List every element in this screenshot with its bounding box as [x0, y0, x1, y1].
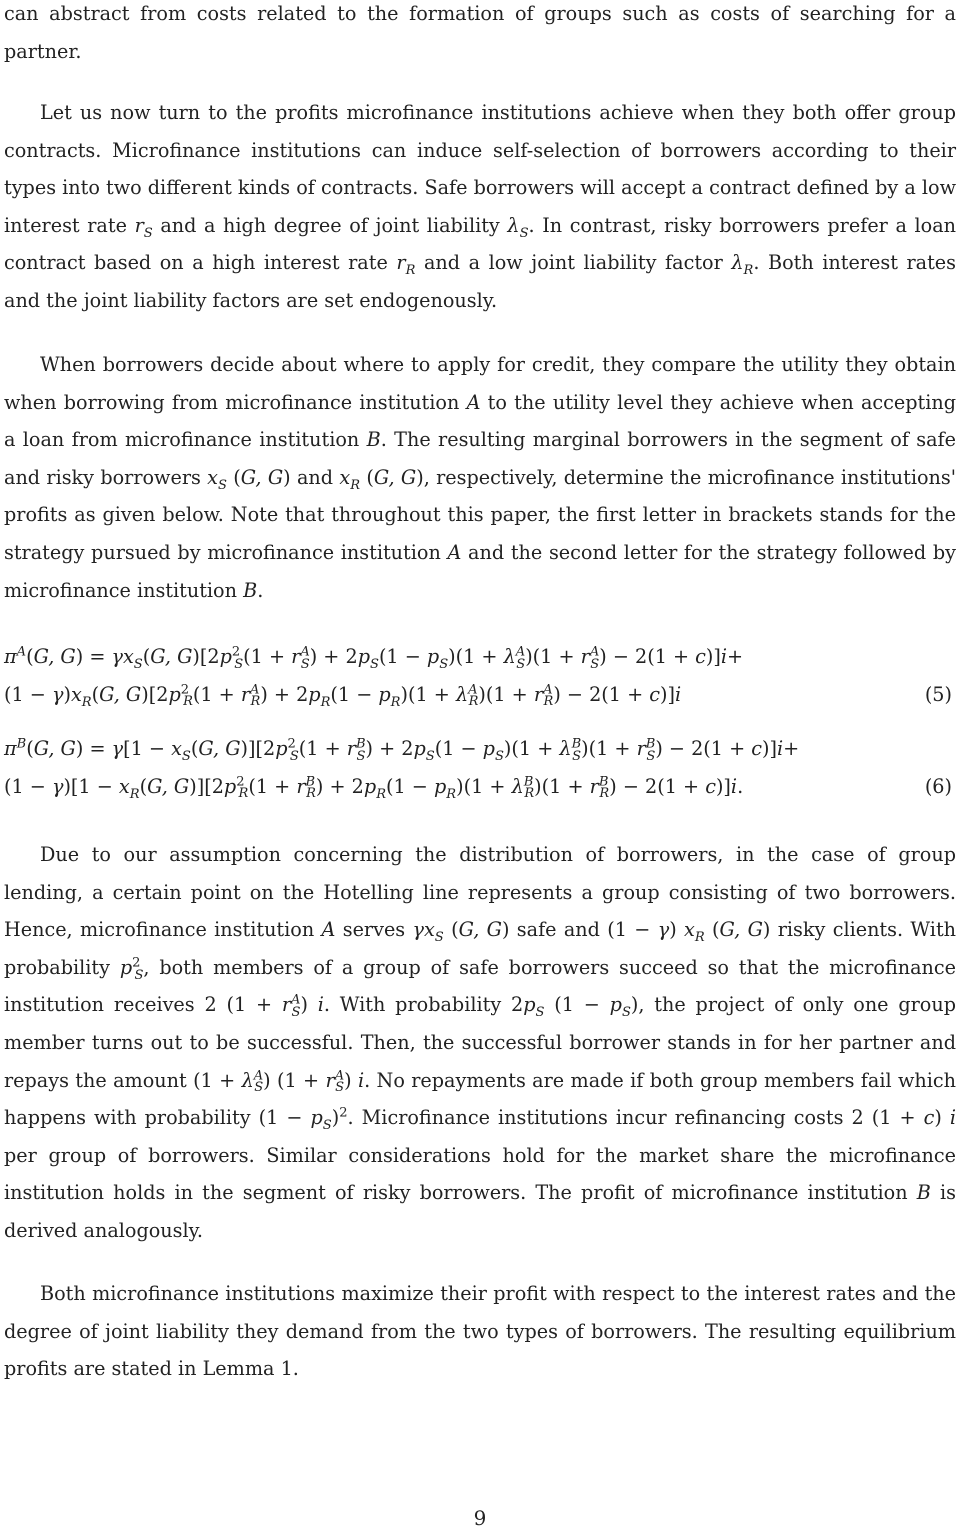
equation-6	[4, 730, 956, 805]
paragraph-equilibrium: Both microfinance institutions maximize their profit with respect to the interest rates and the degree of joint liability they demand from the two types of borrowers. The resulting equilibrium profits are stated in Lemma 1.	[4, 1282, 956, 1381]
equation-6-number: (6)	[924, 774, 952, 798]
paragraph-group-lending: Due to our assumption concerning the distribution of borrowers, in the case of group lending, a certain point on the Hotelling line represents a group consisting of two borrowers. Hence, microfinance institution A serves $\gamma x_S$ (G, G) safe and (1 − γ) $x_R$ (G, G) risky clients. With probability $p^2_S$, both members of a group of safe borrowers succeed so that the microfinance institution receives 2 $(1 + r^A_S)$ i. With probability $2p_S$ $(1 - p_S)$, the project of only one group member turns out to be successful. Then, the successful borrower stands in for her partner and repays the amount $(1 + \lambda^A_S)$ $(1 + r^A_S)$ i. No repayments are made if both group members fail which happens with probability $(1 - p_S)^2$. Microfinance institutions incur refinancing costs 2 (1 + c) i per group of borrowers. Similar considerations hold for the market share the microfinance institution holds in the segment of risky borrowers. The profit of microfinance institution B is derived analogously.	[4, 843, 957, 1242]
equation-6-line-2: $(1 - \gamma)[1 - x_R(G$, $G)][2p^2_R(1 + r^B_R) + 2p_R(1 - p_R)(1 + \lambda^B_R)(1 + r^B_R) - 2(1 + c)]i$. (6)	[4, 768, 956, 806]
page-number: 9	[473, 1506, 487, 1530]
equation-5	[4, 638, 956, 713]
paragraph-continuation: can abstract from costs related to the formation of groups such as costs of searching for a partner.	[4, 2, 956, 63]
equation-5-line-1: $\pi^A(G$, $G) = \gamma x_S(G$, $G)[2p^2_S(1 + r^A_S) + 2p_S(1 - p_S)(1 + \lambda^A_S)(1 + r^A_S) - 2(1 + c)]i+$	[4, 644, 744, 672]
equation-5-number: (5)	[924, 682, 952, 706]
equation-5-line-2: $(1 - \gamma)x_R(G$, $G)[2p^2_R(1 + r^A_R) + 2p_R(1 - p_R)(1 + \lambda^A_R)(1 + r^A_R) - 2(1 + c)]i$ (5)	[4, 676, 956, 714]
paragraph-group-contracts: Let us now turn to the profits microfinance institutions achieve when they both offer group contracts. Microfinance institutions can induce self-selection of borrowers according to their types into two different kinds of contracts. Safe borrowers will accept a contract defined by a low interest rate $r_S$ and a high degree of joint liability $\lambda_S$. In contrast, risky borrowers prefer a loan contract based on a high interest rate $r_R$ and a low joint liability factor $\lambda_R$. Both interest rates and the joint liability factors are set endogenously.	[4, 101, 957, 312]
equation-6-line-1: $\pi^B(G$, $G) = \gamma[1 - x_S(G$, $G)][2p^2_S(1 + r^B_S) + 2p_S(1 - p_S)(1 + \lambda^B_S)(1 + r^B_S) - 2(1 + c)]i+$	[4, 736, 800, 764]
paragraph-marginal-borrowers: When borrowers decide about where to apply for credit, they compare the utility they obtain when borrowing from microfinance institution A to the utility level they achieve when accepting a loan from microfinance institution B. The resulting marginal borrowers in the segment of safe and risky borrowers $x_S$ (G, G) and $x_R$ (G, G), respectively, determine the microfinance institutions' profits as given below. Note that throughout this paper, the first letter in brackets stands for the strategy pursued by microfinance institution A and the second letter for the strategy followed by microfinance institution B.	[4, 353, 957, 602]
